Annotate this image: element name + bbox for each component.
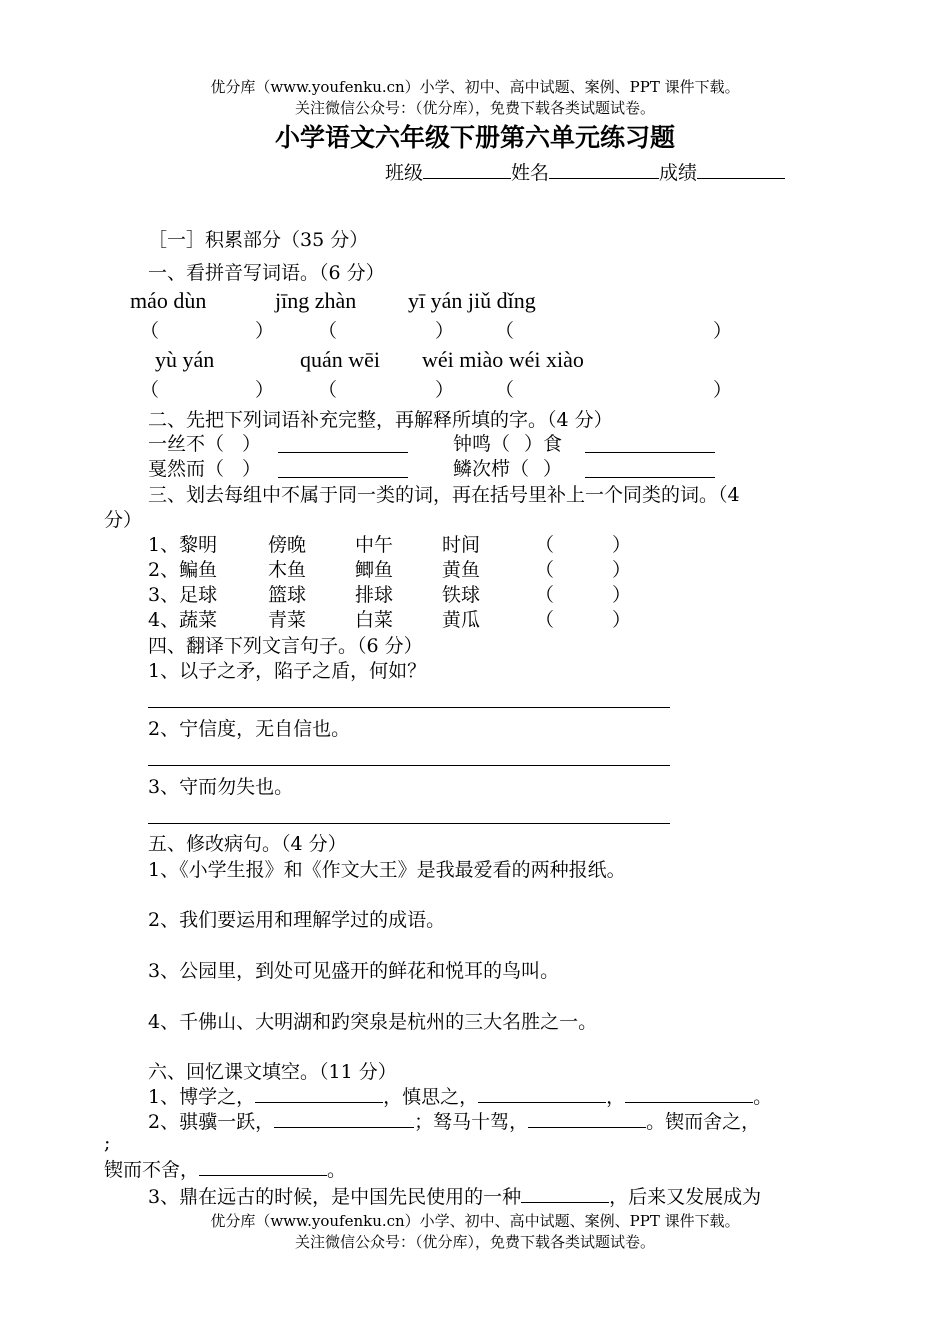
pinyin-1: máo dùn [130, 288, 207, 313]
q6-line-1: 1、博学之， ，慎思之， ， 。 [148, 1086, 773, 1108]
paren-open: （ [140, 379, 160, 401]
q3-word: 鲫鱼 [355, 559, 394, 581]
answer-blank[interactable] [528, 1109, 646, 1128]
paren-open: （ [535, 559, 555, 581]
pinyin-2: jīng zhàn [275, 288, 357, 313]
paren-close: ） [713, 379, 733, 401]
paren-open: （ [535, 584, 555, 606]
q3-word: 黄鱼 [442, 559, 481, 581]
paren-close: ） [713, 320, 733, 342]
q3-word: 排球 [355, 584, 394, 606]
q4-item: 3、守而勿失也。 [148, 776, 294, 798]
q6-line-3: 锲而不舍， 。 [104, 1159, 347, 1181]
answer-line[interactable] [585, 452, 715, 453]
q2-item: 一丝不（ ） [148, 433, 262, 455]
answer-blank[interactable] [274, 1109, 414, 1128]
paren-open: （ [495, 320, 515, 342]
q1-title: 一、看拼音写词语。（6 分） [148, 262, 385, 284]
q6-line-4: 3、鼎在远古的时候，是中国先民使用的一种 ，后来又发展成为 [148, 1186, 762, 1208]
pinyin-4: yù yán [155, 347, 215, 372]
pinyin-6: wéi miào wéi xiào [422, 347, 584, 372]
pinyin-5: quán wēi [300, 347, 381, 372]
q3-word: 白菜 [355, 609, 394, 631]
q6-line-2-cont: ; [104, 1132, 111, 1154]
paren-close: ） [435, 379, 455, 401]
answer-blank[interactable] [625, 1084, 753, 1103]
answer-line[interactable] [148, 765, 670, 766]
q5-title: 五、修改病句。（4 分） [148, 833, 347, 855]
name-label: 姓名 [511, 162, 550, 184]
footer-line-2: 关注微信公众号：（优分库），免费下载各类试题试卷。 [294, 1233, 655, 1251]
answer-blank[interactable] [199, 1157, 327, 1176]
class-field[interactable] [423, 160, 511, 179]
footer-line-1: 优分库（www.youfenku.cn）小学、初中、高中试题、案例、PPT 课件下载。 [210, 1212, 740, 1230]
q3-word: 4、蔬菜 [148, 609, 218, 631]
q5-item: 2、我们要运用和理解学过的成语。 [148, 909, 446, 931]
q6-title: 六、回忆课文填空。（11 分） [148, 1061, 397, 1083]
q3-word: 黄瓜 [442, 609, 481, 631]
q2-item: 鳞次栉（ ） [453, 458, 563, 480]
q3-word: 青菜 [268, 609, 307, 631]
q4-item: 2、宁信度，无自信也。 [148, 718, 351, 740]
page-title: 小学语文六年级下册第六单元练习题 [274, 123, 675, 152]
paren-open: （ [140, 320, 160, 342]
answer-line[interactable] [278, 477, 408, 478]
q3-title: 三、划去每组中不属于同一类的词，再在括号里补上一个同类的词。（4 [148, 484, 740, 506]
paren-open: （ [535, 609, 555, 631]
q3-word: 时间 [442, 534, 481, 556]
student-info [385, 158, 785, 185]
answer-line[interactable] [148, 823, 670, 824]
name-field[interactable] [549, 160, 659, 179]
answer-line[interactable] [148, 707, 670, 708]
paren-close: ） [255, 320, 275, 342]
paren-close: ） [435, 320, 455, 342]
header-line-2: 关注微信公众号：（优分库），免费下载各类试题试卷。 [294, 99, 655, 117]
q3-word: 3、足球 [148, 584, 218, 606]
answer-line[interactable] [585, 477, 715, 478]
q6-line-2: 2、骐骥一跃， ；驽马十驾， 。锲而舍之， [148, 1111, 761, 1133]
answer-blank[interactable] [255, 1084, 383, 1103]
paren-open: （ [535, 534, 555, 556]
q3-word: 1、黎明 [148, 534, 218, 556]
q3-word: 木鱼 [268, 559, 307, 581]
q3-title-cont: 分） [104, 509, 143, 531]
paren-open: （ [318, 320, 338, 342]
q2-item: 钟鸣（ ）食 [453, 433, 563, 455]
q2-title: 二、先把下列词语补充完整，再解释所填的字。（4 分） [148, 409, 613, 431]
class-label: 班级 [385, 162, 424, 184]
q5-item: 3、公园里，到处可见盛开的鲜花和悦耳的鸟叫。 [148, 960, 560, 982]
paren-close: ） [612, 609, 632, 631]
answer-blank[interactable] [521, 1184, 609, 1203]
pinyin-3: yī yán jiǔ dǐng [408, 288, 536, 313]
paren-close: ） [612, 559, 632, 581]
paren-close: ） [612, 584, 632, 606]
paren-close: ） [255, 379, 275, 401]
paren-close: ） [612, 534, 632, 556]
q3-word: 2、鳊鱼 [148, 559, 218, 581]
q3-word: 铁球 [442, 584, 481, 606]
q5-item: 1、《小学生报》和《作文大王》是我最爱看的两种报纸。 [148, 859, 626, 881]
q4-title: 四、翻译下列文言句子。（6 分） [148, 635, 423, 657]
header-line-1: 优分库（www.youfenku.cn）小学、初中、高中试题、案例、PPT 课件下载。 [210, 78, 740, 96]
answer-blank[interactable] [478, 1084, 606, 1103]
q3-word: 篮球 [268, 584, 307, 606]
q2-item: 戛然而（ ） [148, 458, 262, 480]
q3-word: 傍晚 [268, 534, 307, 556]
paren-open: （ [495, 379, 515, 401]
q4-item: 1、以子之矛，陷子之盾，何如？ [148, 660, 427, 682]
score-label: 成绩 [659, 162, 698, 184]
answer-line[interactable] [278, 452, 408, 453]
q5-item: 4、千佛山、大明湖和趵突泉是杭州的三大名胜之一。 [148, 1011, 598, 1033]
q3-word: 中午 [355, 534, 394, 556]
section-heading: ［一］积累部分（35 分） [148, 229, 369, 251]
paren-open: （ [318, 379, 338, 401]
score-field[interactable] [697, 160, 785, 179]
